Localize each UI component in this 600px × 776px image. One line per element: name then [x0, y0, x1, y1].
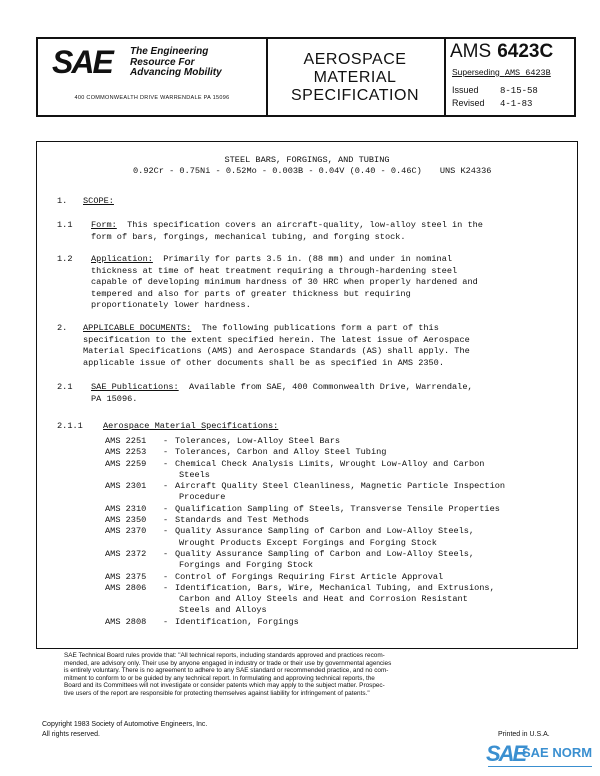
policy-line: tive users of the report are responsible for protecting themselves against liability for infringement of patents." [64, 689, 370, 697]
text-line: thickness at time of heat treatment requiring a through-hardening steel [91, 265, 458, 276]
section-title: Aerospace Material Specifications: [103, 421, 279, 431]
spec-dash: - [163, 616, 169, 627]
composition-text: 0.92Cr - 0.75Ni - 0.52Mo - 0.003B - 0.04V (0.40 - 0.46C) [133, 166, 422, 176]
spec-description-continued: Forgings and Forging Stock [179, 560, 314, 571]
policy-line: is entirely voluntary. There is no agreement to adhere to any SAE standard or recommended practice, and no com- [64, 667, 389, 675]
section-title: Application: [91, 254, 153, 264]
spec-description-continued: Steels [179, 469, 210, 480]
spec-description: Quality Assurance Sampling of Carbon and Low-Alloy Steels, [175, 548, 475, 559]
spec-list-item [105, 549, 505, 572]
text-line: The following publications form a part of this [201, 323, 439, 333]
spec-list-item [105, 504, 505, 515]
ams-number-line [450, 41, 553, 63]
policy-line: SAE Technical Board rules provide that: "All technical reports, including standards approved and practices recom- [64, 652, 385, 659]
spec-description: Chemical Check Analysis Limits, Wrought Low-Alloy and Carbon [175, 458, 485, 469]
tagline-line: Advancing Mobility [130, 67, 222, 78]
text-line: This specification covers an aircraft-quality, low-alloy steel in the [127, 220, 483, 230]
spec-dash: - [163, 458, 169, 469]
spec-code: AMS 2310 [105, 503, 147, 514]
section-number: 1. [57, 196, 68, 206]
spec-description: Aircraft Quality Steel Cleanliness, Magnetic Particle Inspection [175, 481, 506, 492]
copyright-block [42, 720, 207, 740]
text-line: Primarily for parts 3.5 in. (88 mm) and under in nominal [163, 254, 453, 264]
spec-dash: - [163, 481, 169, 492]
spec-code: AMS 2350 [105, 515, 147, 526]
watermark-text: SAE NORM [522, 745, 593, 760]
section-number: 1.1 [57, 220, 73, 230]
spec-code: AMS 2259 [105, 458, 147, 469]
spec-description: Qualification Sampling of Steels, Transverse Tensile Properties [175, 503, 500, 514]
spec-description-continued: Carbon and Alloy Steels and Heat and Corrosion Resistant [179, 594, 468, 605]
issued-row [452, 85, 538, 96]
spec-code: AMS 2370 [105, 526, 147, 537]
spec-dash: - [163, 447, 169, 458]
spec-code: AMS 2301 [105, 481, 147, 492]
spec-description-continued: Steels and Alloys [179, 605, 267, 616]
revised-label: Revised [452, 98, 485, 108]
document-header [36, 37, 576, 117]
section-number: 2.1.1 [57, 421, 83, 431]
spec-list-item [105, 572, 505, 583]
section-number: 1.2 [57, 254, 73, 264]
superseding-value: AMS 6423B [504, 68, 551, 78]
spec-dash: - [163, 436, 169, 446]
spec-list-item [105, 515, 505, 526]
section-text [91, 254, 567, 312]
spec-list-item [105, 481, 505, 504]
rights-text: All rights reserved. [42, 731, 100, 738]
text-line: Material Specifications (AMS) and Aerospace Standards (AS) shall apply. The [83, 346, 470, 356]
spec-list-item [105, 436, 505, 447]
spec-code: AMS 2375 [105, 571, 147, 582]
superseding-line [452, 67, 551, 78]
section-text [91, 382, 567, 405]
spec-list-item [105, 447, 505, 458]
section-number: 2.1 [57, 382, 73, 392]
section-title: APPLICABLE DOCUMENTS: [83, 323, 192, 333]
issued-date: 8-15-58 [500, 86, 538, 96]
copyright-text: Copyright 1983 Society of Automotive Engineers, Inc. [42, 721, 208, 728]
spec-code: AMS 2253 [105, 447, 147, 458]
watermark-logo: SAE [486, 741, 526, 766]
spec-description: Standards and Test Methods [175, 515, 310, 526]
policy-line: Board and its Committees will not investigate or consider patents which may apply to the subject matter. Prospec- [64, 682, 385, 690]
spec-description: Control of Forgings Requiring First Article Approval [175, 571, 444, 582]
specification-body [36, 141, 578, 649]
section-text [83, 323, 567, 369]
ams-prefix: AMS [450, 41, 492, 62]
text-line: capable of developing minimum hardness of 30 HRC when properly hardened and [91, 277, 478, 287]
text-line: applicable issue of other documents shall be as specified in AMS 2350. [83, 357, 444, 368]
ams-spec-list [105, 436, 505, 628]
spec-dash: - [163, 548, 169, 559]
superseding-label: Superseding [452, 67, 500, 77]
text-line: form of bars, forgings, mechanical tubing, and forging stock. [91, 231, 406, 242]
revised-row [452, 98, 532, 109]
text-line: Available from SAE, 400 Commonwealth Drive, Warrendale, [189, 382, 473, 392]
section-number: 2. [57, 323, 68, 333]
spec-code: AMS 2808 [105, 616, 147, 627]
spec-code: AMS 2372 [105, 548, 147, 559]
spec-description: Tolerances, Carbon and Alloy Steel Tubing [175, 447, 387, 458]
text-line: specification to the extent specified herein. The latest issue of Aerospace [83, 334, 470, 345]
doc-composition [133, 166, 491, 176]
spec-dash: - [163, 515, 169, 526]
text-line: PA 15096. [91, 393, 138, 404]
watermark-rule [488, 766, 592, 767]
section-title: SAE Publications: [91, 382, 179, 392]
revised-date: 4-1-83 [500, 99, 533, 109]
section-title: Form: [91, 220, 117, 230]
title-line-aerospace: AEROSPACE [303, 51, 407, 68]
text-line: proportionately lower hardness. [91, 300, 251, 310]
title-line-specification: SPECIFICATION [291, 87, 419, 104]
spec-list-item [105, 526, 505, 549]
sae-address: 400 COMMONWEALTH DRIVE WARRENDALE PA 15096 [74, 95, 230, 101]
sae-norm-watermark [484, 741, 600, 773]
tagline-line: The Engineering [130, 46, 209, 57]
spec-dash: - [163, 571, 169, 582]
sae-logo: SAE [52, 44, 112, 80]
spec-dash: - [163, 582, 169, 593]
doc-title: STEEL BARS, FORGINGS, AND TUBING [224, 155, 390, 165]
spec-code: AMS 2806 [105, 582, 147, 593]
text-line: tempered and also for parts of greater thickness but requiring [91, 288, 411, 299]
policy-line: mitment to conform to or be guided by any technical report. In formulating and approving technical reports, the [64, 674, 375, 682]
spec-type-title [266, 39, 446, 115]
sae-tagline [130, 47, 264, 79]
tagline-line: Resource For [130, 56, 195, 68]
spec-dash: - [163, 503, 169, 514]
spec-dash: - [163, 526, 169, 537]
spec-description: Identification, Bars, Wire, Mechanical Tubing, and Extrusions, [175, 582, 495, 593]
policy-line: mended, are advisory only. Their use by anyone engaged in industry or trade or their use by governmental agencies [64, 659, 392, 667]
printed-in: Printed in U.S.A. [498, 731, 550, 738]
spec-id-block [444, 39, 574, 115]
spec-description-continued: Wrought Products Except Forgings and Forging Stock [179, 537, 437, 548]
issued-label: Issued [452, 85, 479, 95]
technical-board-policy [64, 652, 548, 698]
spec-description-continued: Procedure [179, 492, 226, 503]
spec-code: AMS 2251 [105, 436, 147, 446]
spec-list-item [105, 583, 505, 617]
sae-logo-block [38, 39, 268, 115]
uns-number: UNS K24336 [439, 166, 492, 176]
ams-number: 6423C [497, 41, 554, 62]
spec-description: Quality Assurance Sampling of Carbon and Low-Alloy Steels, [175, 526, 475, 537]
spec-list-item [105, 459, 505, 482]
spec-description: Tolerances, Low-Alloy Steel Bars [175, 436, 341, 446]
section-text [91, 220, 567, 243]
spec-description: Identification, Forgings [175, 616, 299, 627]
spec-list-item [105, 617, 505, 628]
section-title: SCOPE: [83, 196, 114, 206]
title-line-material: MATERIAL [313, 69, 397, 86]
